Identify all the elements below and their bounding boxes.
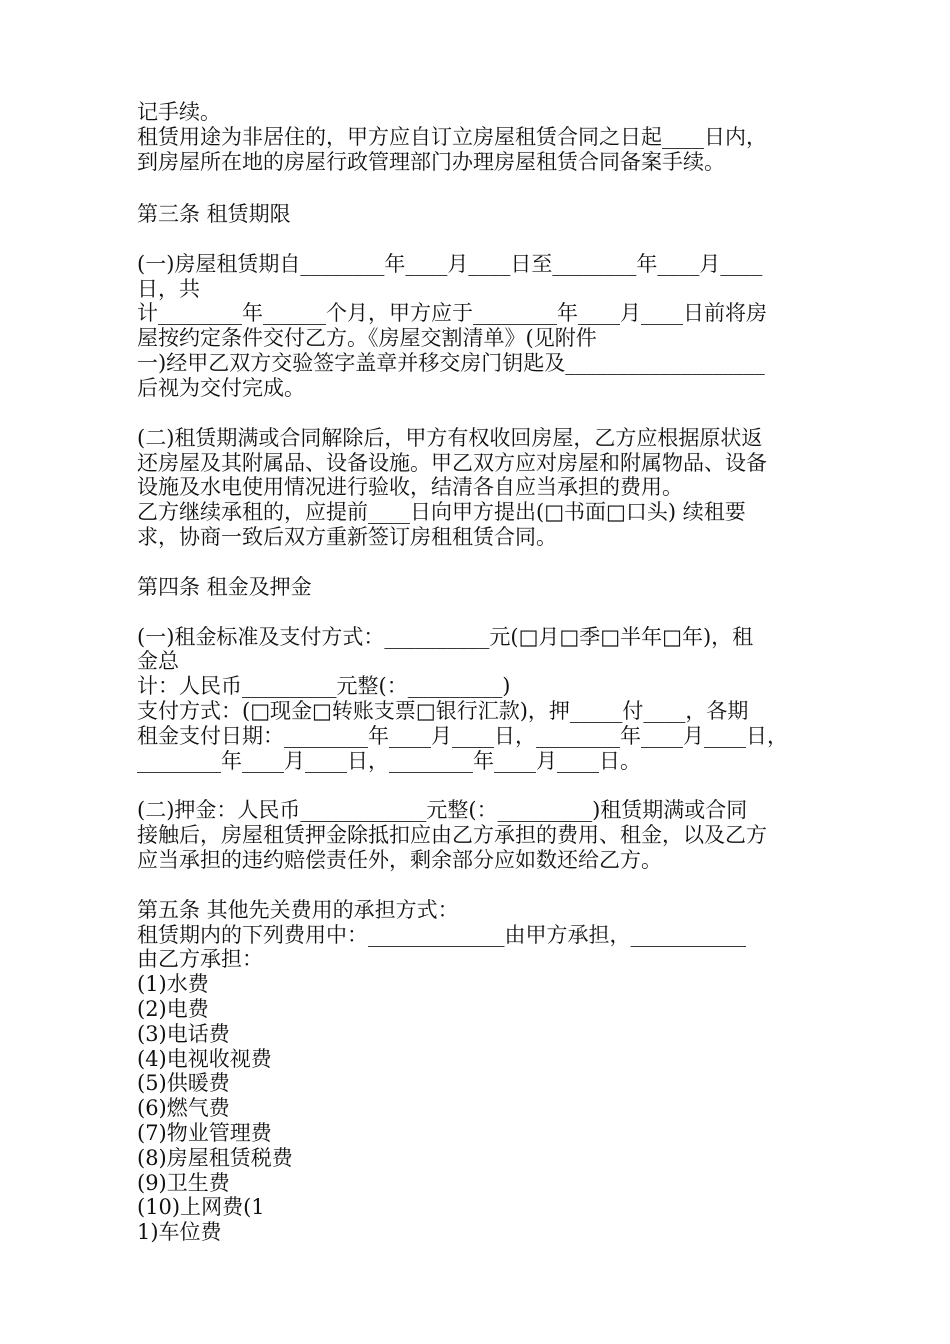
text-line: (二)押金：人民币____________元整(：_________)租赁期满或合同 (137, 798, 748, 822)
list-item: (3)电话费 (137, 1022, 230, 1046)
text-line: 租赁用途为非居住的，甲方应自订立房屋租赁合同之日起____日内， (137, 125, 767, 149)
text-line: (一)房屋租赁期自________年____月____日至________年____月____ (137, 252, 763, 276)
list-item: (1)水费 (137, 972, 209, 996)
text-line: 乙方继续承租的，应提前____日向甲方提出(□书面□口头) 续租要 (137, 500, 746, 524)
text-line: 屋按约定条件交付乙方。《房屋交割清单》(见附件 (137, 326, 597, 350)
section-heading: 第四条 租金及押金 (137, 575, 312, 599)
text-line: 接触后，房屋租赁押金除抵扣应由乙方承担的费用、租金，以及乙方 (137, 823, 767, 847)
list-item: (8)房屋租赁税费 (137, 1146, 293, 1170)
text-line: 应当承担的违约赔偿责任外，剩余部分应如数还给乙方。 (137, 848, 662, 872)
text-line: 计：人民币_________元整(：_________) (137, 674, 511, 698)
text-line: 支付方式：(□现金□转账支票□银行汇款)，押_____付____，各期 (137, 699, 749, 723)
text-line: 日，共 (137, 277, 200, 301)
text-line: 金总 (137, 649, 179, 673)
list-item: (10)上网费(1 (137, 1195, 265, 1219)
text-line: 求，协商一致后双方重新签订房租租赁合同。 (137, 525, 557, 549)
list-item: (4)电视收视费 (137, 1047, 272, 1071)
text-line: 由乙方承担： (137, 947, 263, 971)
text-line: ________年____月____日，________年____月____日。 (137, 749, 641, 773)
text-line: 设施及水电使用情况进行验收，结清各自应当承担的费用。 (137, 475, 683, 499)
list-item: (6)燃气费 (137, 1096, 230, 1120)
section-heading: 第五条 其他先关费用的承担方式： (137, 898, 459, 922)
list-item: 1)车位费 (137, 1220, 222, 1244)
text-line: (二)租赁期满或合同解除后，甲方有权收回房屋，乙方应根据原状返 (137, 426, 763, 450)
text-line: 后视为交付完成。 (137, 376, 305, 400)
text-line: 租赁期内的下列费用中：_____________由甲方承担，___________ (137, 923, 746, 947)
text-line: 记手续。 (137, 100, 221, 124)
text-line: 还房屋及其附属品、设备设施。甲乙双方应对房屋和附属物品、设备 (137, 451, 767, 475)
section-heading: 第三条 租赁期限 (137, 202, 291, 226)
text-line: (一)租金标准及支付方式：__________元(□月□季□半年□年)，租 (137, 625, 754, 649)
list-item: (5)供暖费 (137, 1071, 230, 1095)
list-item: (9)卫生费 (137, 1171, 230, 1195)
text-line: 一)经甲乙双方交验签字盖章并移交房门钥匙及___________________ (137, 351, 765, 375)
text-line: 租金支付日期：________年____月____日，________年____月____日， (137, 724, 788, 748)
list-item: (7)物业管理费 (137, 1121, 272, 1145)
text-line: 到房屋所在地的房屋行政管理部门办理房屋租赁合同备案手续。 (137, 150, 725, 174)
list-item: (2)电费 (137, 997, 209, 1021)
text-line: 计________年______个月，甲方应于________年____月____日前将房 (137, 301, 767, 325)
